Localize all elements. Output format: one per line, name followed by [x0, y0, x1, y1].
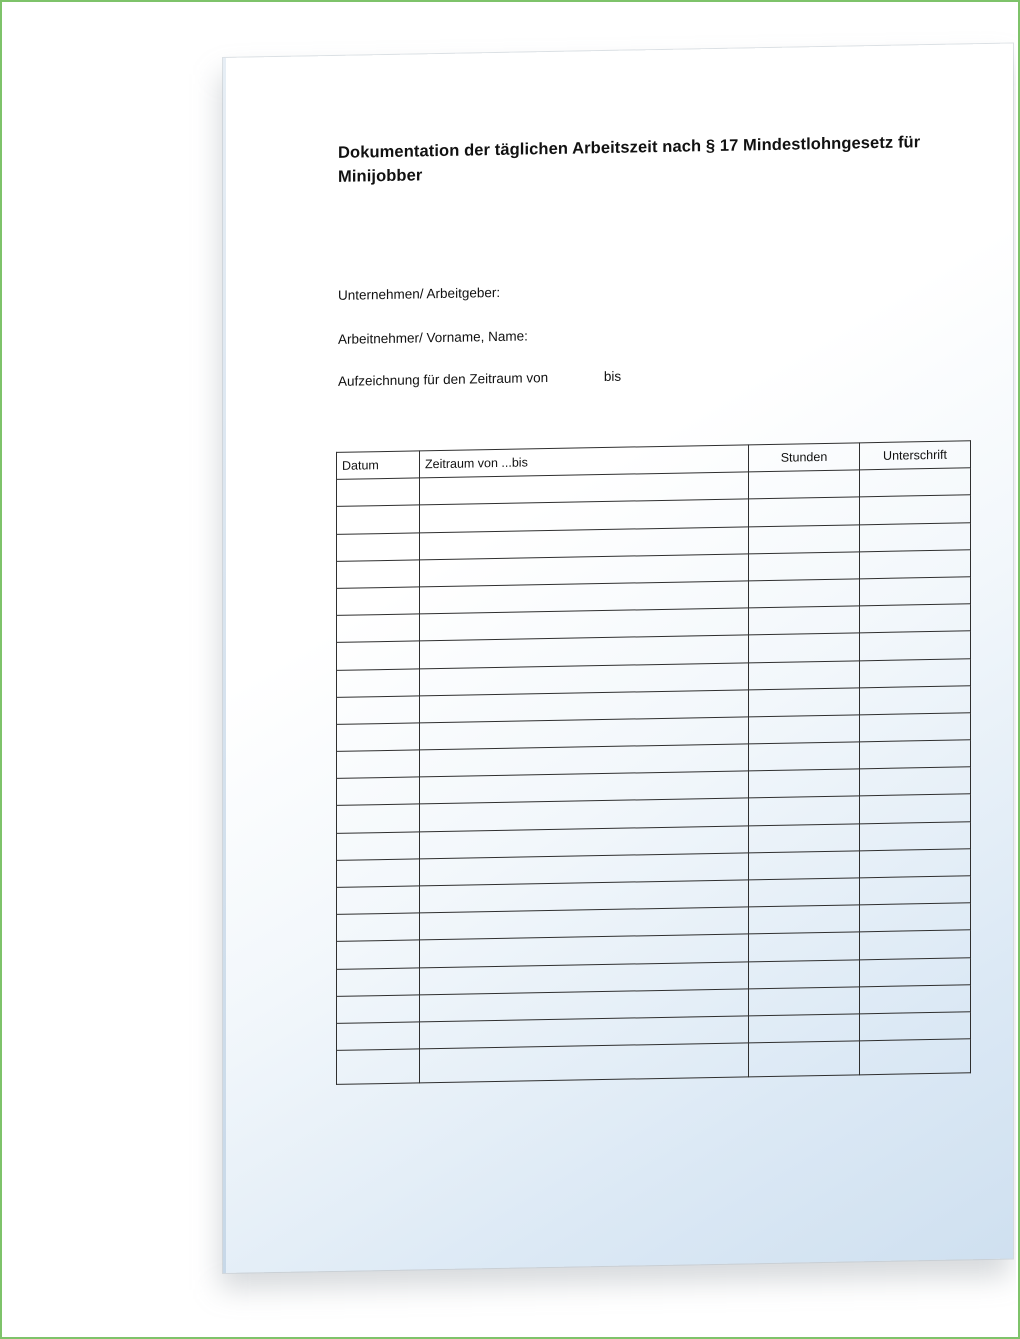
- field-company-label: Unternehmen/ Arbeitgeber:: [338, 284, 501, 303]
- cell-signature[interactable]: [860, 794, 971, 823]
- page-title: Dokumentation der täglichen Arbeitszeit nach § 17 Mindestlohngesetz für Minijobber: [338, 133, 921, 186]
- cell-hours[interactable]: [749, 1014, 860, 1043]
- cell-date[interactable]: [337, 641, 420, 670]
- cell-hours[interactable]: [749, 851, 860, 880]
- cell-date[interactable]: [337, 668, 420, 697]
- cell-date[interactable]: [337, 777, 420, 806]
- cell-date[interactable]: [337, 967, 420, 996]
- table-body: [337, 468, 971, 1085]
- cell-signature[interactable]: [860, 985, 971, 1014]
- cell-date[interactable]: [337, 913, 420, 942]
- document-sheet: [223, 44, 1013, 1273]
- cell-date[interactable]: [337, 750, 420, 779]
- cell-signature[interactable]: [860, 468, 971, 497]
- cell-hours[interactable]: [749, 959, 860, 988]
- cell-hours[interactable]: [749, 633, 860, 662]
- cell-signature[interactable]: [860, 849, 971, 878]
- working-time-table: [336, 440, 971, 1085]
- cell-date[interactable]: [337, 804, 420, 833]
- cell-date[interactable]: [337, 832, 420, 861]
- cell-hours[interactable]: [749, 470, 860, 499]
- cell-hours[interactable]: [749, 823, 860, 852]
- cell-hours[interactable]: [749, 497, 860, 526]
- cell-date[interactable]: [337, 1049, 420, 1085]
- cell-signature[interactable]: [860, 767, 971, 796]
- cell-date[interactable]: [337, 478, 420, 507]
- field-employee-label: Arbeitnehmer/ Vorname, Name:: [338, 328, 528, 347]
- cell-signature[interactable]: [860, 930, 971, 959]
- cell-date[interactable]: [337, 532, 420, 561]
- cell-hours[interactable]: [749, 606, 860, 635]
- cell-hours[interactable]: [749, 905, 860, 934]
- cell-signature[interactable]: [860, 740, 971, 769]
- cell-range[interactable]: [420, 1043, 749, 1083]
- cell-date[interactable]: [337, 995, 420, 1024]
- cell-hours[interactable]: [749, 688, 860, 717]
- cell-signature[interactable]: [860, 550, 971, 579]
- cell-signature[interactable]: [860, 821, 971, 850]
- cell-hours[interactable]: [749, 579, 860, 608]
- cell-date[interactable]: [337, 1022, 420, 1051]
- column-header-date: Datum: [337, 451, 420, 480]
- preview-canvas: [8, 8, 1016, 1335]
- cell-hours[interactable]: [749, 932, 860, 961]
- cell-hours[interactable]: [749, 660, 860, 689]
- cell-signature[interactable]: [860, 495, 971, 524]
- cell-signature[interactable]: [860, 957, 971, 986]
- cell-signature[interactable]: [860, 658, 971, 687]
- cell-date[interactable]: [337, 505, 420, 534]
- cell-signature[interactable]: [860, 1012, 971, 1041]
- cell-hours[interactable]: [749, 987, 860, 1016]
- field-period-row: [338, 369, 621, 389]
- cell-hours[interactable]: [749, 796, 860, 825]
- cell-hours[interactable]: [749, 878, 860, 907]
- column-header-signature: Unterschrift: [860, 441, 971, 470]
- cell-hours[interactable]: [749, 715, 860, 744]
- cell-date[interactable]: [337, 886, 420, 915]
- cell-hours[interactable]: [749, 1041, 860, 1077]
- cell-date[interactable]: [337, 723, 420, 752]
- cell-signature[interactable]: [860, 522, 971, 551]
- cell-date[interactable]: [337, 560, 420, 589]
- cell-signature[interactable]: [860, 604, 971, 633]
- cell-date[interactable]: [337, 696, 420, 725]
- cell-hours[interactable]: [749, 742, 860, 771]
- cell-signature[interactable]: [860, 577, 971, 606]
- cell-date[interactable]: [337, 940, 420, 969]
- cell-date[interactable]: [337, 587, 420, 616]
- cell-signature[interactable]: [860, 1039, 971, 1075]
- cell-hours[interactable]: [749, 552, 860, 581]
- cell-date[interactable]: [337, 859, 420, 888]
- document-content: [223, 44, 1013, 1273]
- cell-signature[interactable]: [860, 685, 971, 714]
- cell-signature[interactable]: [860, 876, 971, 905]
- cell-signature[interactable]: [860, 903, 971, 932]
- column-header-hours: Stunden: [749, 443, 860, 472]
- cell-hours[interactable]: [749, 524, 860, 553]
- cell-signature[interactable]: [860, 631, 971, 660]
- column-header-range: Zeitraum von ...bis: [420, 445, 749, 478]
- cell-date[interactable]: [337, 614, 420, 643]
- field-period-label: Aufzeichnung für den Zeitraum von: [338, 370, 549, 389]
- field-period-to-label: bis: [603, 368, 622, 385]
- cell-hours[interactable]: [749, 769, 860, 798]
- cell-signature[interactable]: [860, 713, 971, 742]
